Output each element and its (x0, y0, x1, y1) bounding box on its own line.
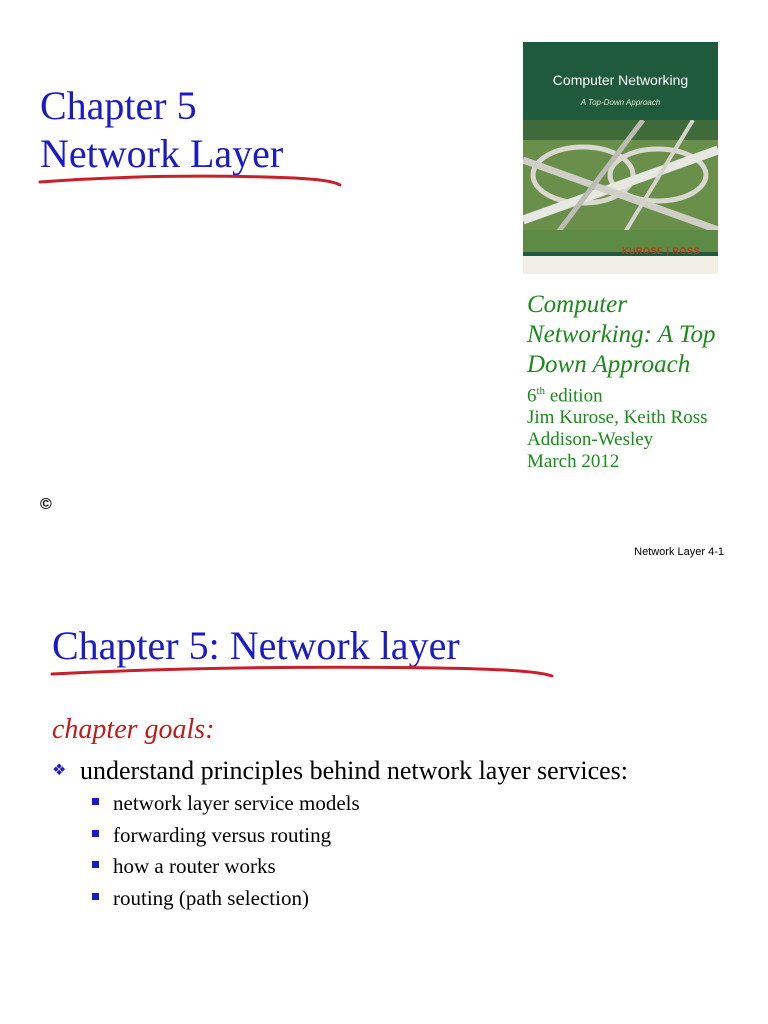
chapter-goals-heading: chapter goals: (52, 714, 215, 745)
main-bullet-text: understand principles behind network layer services: (80, 756, 628, 785)
slide1-title-line1: Chapter 5 (40, 83, 197, 128)
book-cover (523, 42, 718, 274)
book-title-line1: Computer (527, 291, 627, 318)
sub-bullet-list (92, 788, 360, 914)
sub-bullet-item: how a router works (92, 851, 360, 883)
cover-authors: KUROSE | ROSS (621, 246, 700, 256)
book-publisher: Addison-Wesley (527, 429, 654, 451)
main-bullet (52, 755, 628, 787)
slide2-title: Chapter 5: Network layer (52, 623, 460, 668)
book-title-line2: Networking: A Top (527, 321, 716, 348)
cover-title: Computer Networking (552, 72, 689, 88)
square-bullet-icon (92, 798, 99, 805)
square-bullet-icon (92, 893, 99, 900)
sub-bullet-item: forwarding versus routing (92, 820, 360, 852)
highway-interchange-image (523, 120, 718, 252)
sub-bullet-item: routing (path selection) (92, 883, 360, 915)
book-edition: 6th edition (527, 385, 603, 407)
slide-footer: Network Layer 4-1 (634, 546, 724, 558)
square-bullet-icon (92, 861, 99, 868)
handwritten-underline (36, 160, 346, 194)
diamond-bullet-icon: ❖ (52, 762, 67, 779)
slide1-title-line2: Network Layer (40, 131, 284, 176)
book-title-line3: Down Approach (527, 351, 691, 378)
handwritten-underline-2 (48, 660, 558, 686)
copyright-symbol: © (40, 496, 52, 513)
book-authors: Jim Kurose, Keith Ross (527, 407, 708, 429)
cover-subtitle: A Top-Down Approach (580, 98, 661, 107)
book-info (527, 290, 715, 473)
book-date: March 2012 (527, 451, 620, 473)
sub-bullet-item: network layer service models (92, 788, 360, 820)
square-bullet-icon (92, 830, 99, 837)
